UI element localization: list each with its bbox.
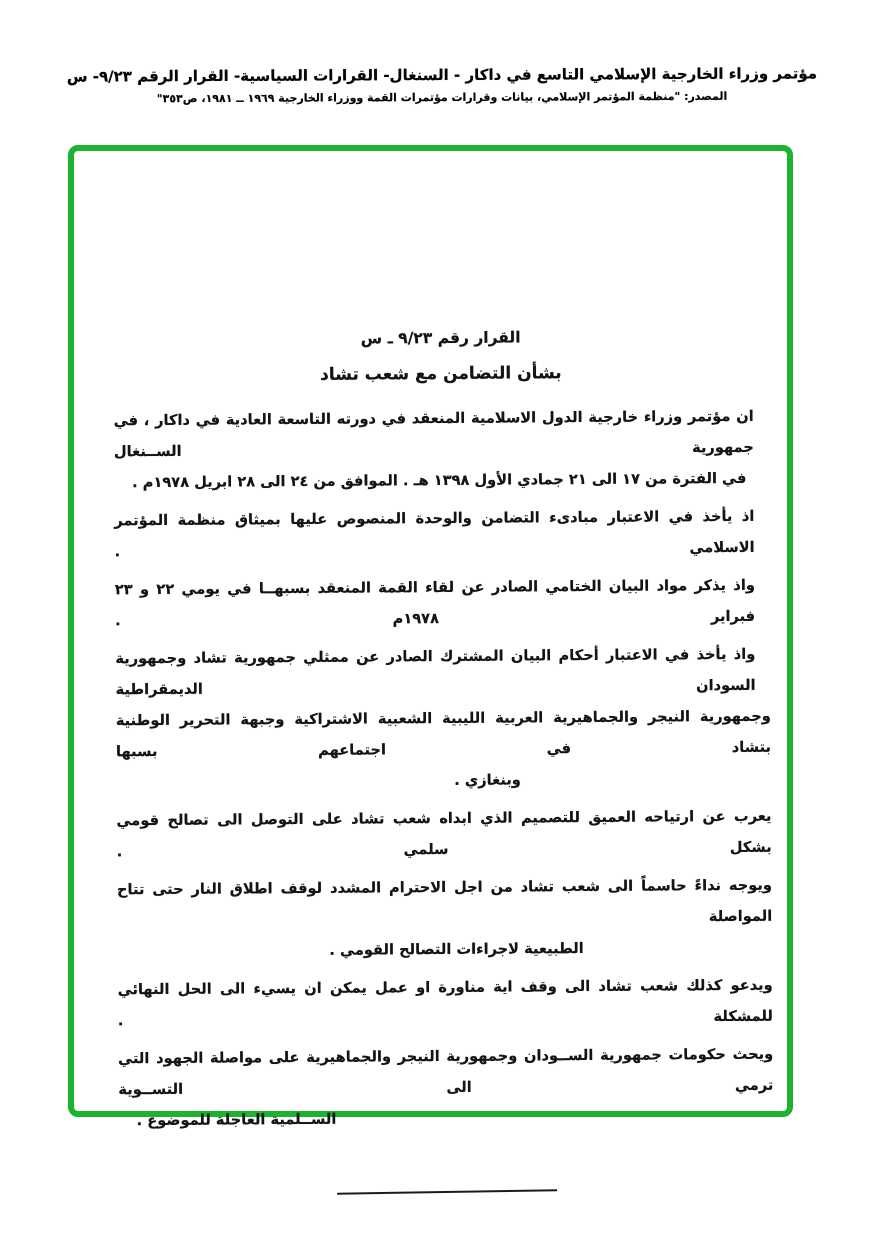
- text-line: وبنغازي .: [454, 771, 521, 789]
- text-line: يعرب عن ارتياحه العميق للتصميم الذي ابداه شعب تشاد على التوصل الى تصالح قومي بشكل سلمي .: [116, 807, 772, 861]
- resolution-subject-title: بشأن التضامن مع شعب تشاد: [319, 363, 562, 385]
- text-line: واذ يأخذ في الاعتبار أحكام البيان المشترك الصادر عن ممثلي جمهورية تشاد وجمهورية السودان الديمقراطية: [115, 645, 756, 699]
- paragraph-sabha-communique: [115, 570, 770, 637]
- text-line: الطبيعية لاجراءات التصالح القومي .: [329, 940, 584, 959]
- text-line: ويوجه نداءً حاسماً الى شعب تشاد من اجل الاحترام المشدد لوقف اطلاق النار حتى تتاح المواصلة: [116, 876, 773, 926]
- text-line: ويدعو كذلك شعب تشاد الى وقف اية مناورة او عمل يمكن ان يسيء الى الحل النهائي للمشكلة .: [117, 976, 773, 1030]
- paragraph-urge-governments: [118, 1039, 774, 1137]
- text-line: اذ يأخذ في الاعتبار مبادىء التضامن والوحدة المنصوص عليها بميثاق منظمة المؤتمر الاسلامي .: [114, 507, 755, 561]
- text-line: في الفترة من ١٧ الى ٢١ جمادي الأول ١٣٩٨ هـ . الموافق من ٢٤ الى ٢٨ ابريل ١٩٧٨م .: [132, 469, 747, 492]
- resolution-number-title: القرار رقم ٩/٢٣ ـ س: [360, 328, 521, 348]
- citation-header: [40, 64, 844, 106]
- paragraph-preamble: [114, 401, 770, 499]
- paragraph-satisfaction: [116, 801, 771, 868]
- end-of-resolution-rule: [337, 1189, 557, 1194]
- text-line: ويحث حكومات جمهورية الســودان وجمهورية النيجر والجماهيرية على مواصلة الجهود التي ترمي الى التســوية: [118, 1045, 774, 1099]
- resolution-scan-content: [112, 149, 774, 1196]
- paragraph-charter-principles: [114, 501, 769, 568]
- text-line: الســلمية العاجلة للموضوع .: [136, 1110, 337, 1130]
- paragraph-call-to-chad: [118, 970, 773, 1037]
- text-line: ان مؤتمر وزراء خارجية الدول الاسلامية المنعقد في دورته التاسعة العادية في داكار ، في جمهورية الســنغال: [113, 407, 754, 461]
- citation-source-line: المصدر: "منظمة المؤتمر الإسلامي، بيانات وقرارات مؤتمرات القمة ووزراء الخارجية ١٩٦٩ ــ ١٩٨١، ص٣٥٣": [156, 89, 728, 106]
- text-line: واذ يذكر مواد البيان الختامي الصادر عن لقاء القمة المنعقد بسبهــا في يومي ٢٢ و ٢٣ فبراير ١٩٧٨م .: [114, 576, 756, 630]
- paragraph-ceasefire-appeal: [117, 870, 773, 968]
- text-line: وجمهورية النيجر والجماهيرية العربية الليبية الشعبية الاشتراكية وجبهة التحرير الوطنية بتشاد في اجتماعهم بسبها: [115, 707, 772, 761]
- highlight-border-frame: [68, 145, 793, 1130]
- paragraph-joint-statement: [115, 639, 771, 799]
- citation-title-line: مؤتمر وزراء الخارجية الإسلامي التاسع في داكار - السنغال- القرارات السياسية- القرار الرقم ٩/٢٣- س: [66, 64, 818, 86]
